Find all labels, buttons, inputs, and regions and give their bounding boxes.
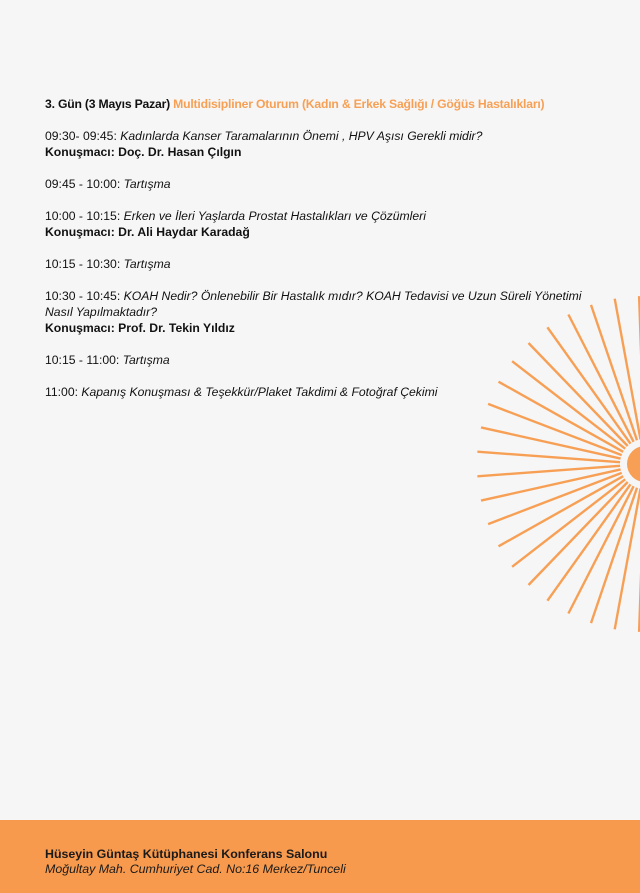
program-time: 09:30- 09:45:: [45, 129, 117, 143]
program-line: [45, 256, 605, 272]
program-title: Tartışma: [122, 353, 170, 367]
venue-name: Hüseyin Güntaş Kütüphanesi Konferans Salonu: [45, 847, 328, 861]
program-speaker: Konuşmacı: Prof. Dr. Tekin Yıldız: [45, 321, 235, 335]
program-speaker: Konuşmacı: Dr. Ali Haydar Karadağ: [45, 225, 250, 239]
program-item: [45, 208, 605, 240]
program-title: Tartışma: [123, 257, 171, 271]
day-label: 3. Gün (3 Mayıs Pazar): [45, 97, 170, 111]
program-time: 10:15 - 11:00:: [45, 353, 120, 367]
footer: [0, 820, 640, 893]
program-title: Erken ve İleri Yaşlarda Prostat Hastalıkları ve Çözümleri: [123, 209, 426, 223]
program-item: [45, 256, 605, 272]
day-header: [45, 96, 605, 112]
program-time: 09:45 - 10:00:: [45, 177, 121, 191]
sunburst-ray: [615, 299, 640, 440]
sunburst-icon: [450, 290, 640, 640]
program-time: 10:15 - 10:30:: [45, 257, 121, 271]
sunburst-ray: [615, 489, 640, 630]
program-time: 10:30 - 10:45:: [45, 289, 121, 303]
program-time: 11:00:: [45, 385, 78, 399]
program-speaker: Konuşmacı: Doç. Dr. Hasan Çılgın: [45, 145, 242, 159]
program-line: [45, 128, 605, 144]
program-line: [45, 208, 605, 224]
sunburst-ray: [529, 482, 628, 585]
program-title: Kapanış Konuşması & Teşekkür/Plaket Takdimi & Fotoğraf Çekimi: [81, 385, 438, 399]
session-title: Multidisipliner Oturum (Kadın & Erkek Sağlığı / Göğüs Hastalıkları): [173, 97, 545, 111]
program-title: Tartışma: [123, 177, 171, 191]
program-line: [45, 176, 605, 192]
program-title: Kadınlarda Kanser Taramalarının Önemi , HPV Aşısı Gerekli midir?: [120, 129, 483, 143]
program-title: KOAH Nedir? Önlenebilir Bir Hastalık mıdır? KOAH Tedavisi ve Uzun Süreli Yönetimi Nasıl Yapılmaktadır?: [45, 289, 582, 319]
program-item: [45, 128, 605, 160]
program-time: 10:00 - 10:15:: [45, 209, 121, 223]
sunburst-ray: [529, 343, 628, 446]
sunburst-ray: [499, 476, 624, 546]
venue-address: Moğultay Mah. Cumhuriyet Cad. No:16 Merkez/Tunceli: [45, 862, 346, 876]
sunburst-ray: [499, 382, 624, 452]
program-item: [45, 176, 605, 192]
